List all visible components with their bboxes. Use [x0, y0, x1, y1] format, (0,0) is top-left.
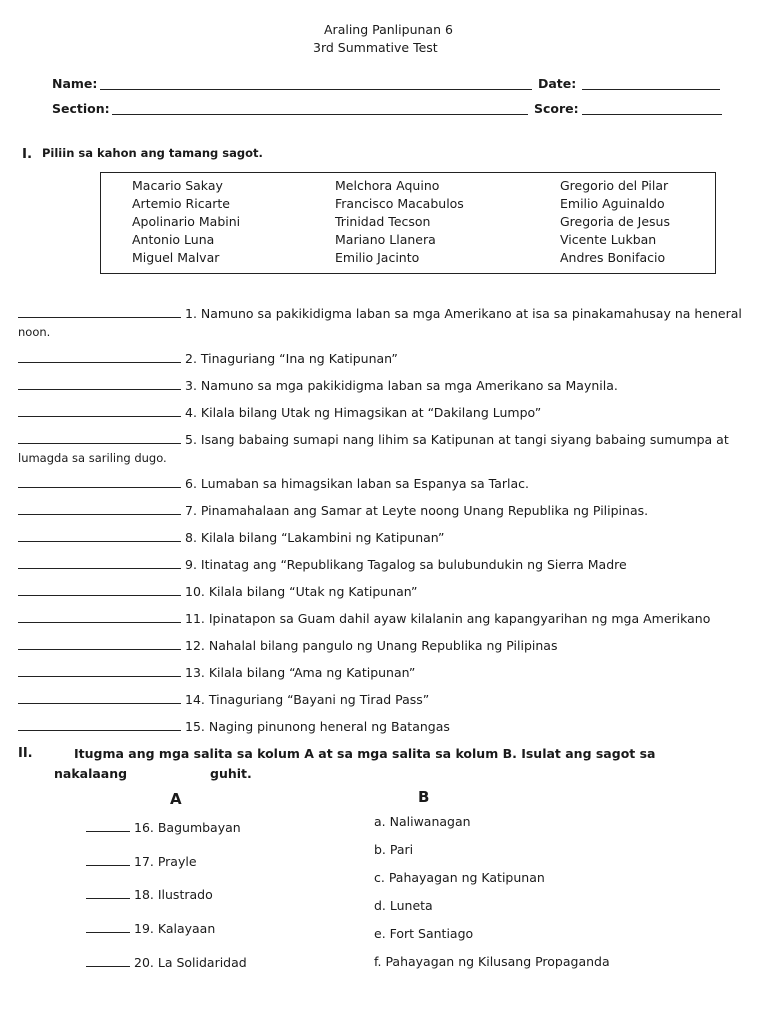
answer-blank[interactable]: [18, 691, 181, 704]
date-label: Date:: [538, 76, 577, 91]
question-1: [18, 305, 742, 341]
match-item-20: [86, 954, 247, 970]
question-text: 11. Ipinatapon sa Guam dahil ayaw kilalanin ang kapangyarihan ng mga Amerikano: [185, 611, 711, 626]
match-text: 16. Bagumbayan: [134, 820, 241, 835]
choice: Vicente Lukban: [560, 232, 657, 247]
choice: Emilio Aguinaldo: [560, 196, 665, 211]
choice: Antonio Luna: [132, 232, 215, 247]
question-15: [18, 718, 450, 736]
question-13: [18, 664, 415, 682]
part2-number: II.: [18, 746, 33, 761]
score-label: Score:: [534, 101, 579, 116]
choice: Trinidad Tecson: [335, 214, 431, 229]
match-text: 20. La Solidaridad: [134, 955, 247, 970]
question-text: 2. Tinaguriang “Ina ng Katipunan”: [185, 351, 398, 366]
match-blank[interactable]: [86, 954, 130, 967]
question-6: [18, 475, 529, 493]
choice: Macario Sakay: [132, 178, 223, 193]
question-text-cont: lumagda sa sariling dugo.: [18, 451, 167, 465]
answer-blank[interactable]: [18, 502, 181, 515]
question-text: 7. Pinamahalaan ang Samar at Leyte noong Unang Republika ng Pilipinas.: [185, 503, 649, 518]
answer-blank[interactable]: [18, 377, 181, 390]
choice: Artemio Ricarte: [132, 196, 230, 211]
answer-blank[interactable]: [18, 583, 181, 596]
match-item-19: [86, 920, 215, 936]
choice: Mariano Llanera: [335, 232, 436, 247]
match-blank[interactable]: [86, 819, 130, 832]
choices-box: [100, 172, 716, 274]
question-text: 4. Kilala bilang Utak ng Himagsikan at “Dakilang Lumpo”: [185, 405, 542, 420]
name-field[interactable]: [100, 77, 532, 90]
match-blank[interactable]: [86, 853, 130, 866]
name-label: Name:: [52, 76, 98, 91]
section-label: Section:: [52, 101, 110, 116]
question-text: 14. Tinaguriang “Bayani ng Tirad Pass”: [185, 692, 430, 707]
match-text: 18. Ilustrado: [134, 887, 213, 902]
part1-number: I.: [22, 146, 33, 162]
answer-blank[interactable]: [18, 529, 181, 542]
column-b-header: B: [418, 788, 430, 806]
match-item-18: [86, 886, 213, 902]
score-field[interactable]: [582, 102, 722, 115]
question-text: 10. Kilala bilang “Utak ng Katipunan”: [185, 584, 418, 599]
question-5: [18, 431, 729, 467]
choice: Apolinario Mabini: [132, 214, 241, 229]
answer-blank[interactable]: [18, 431, 181, 444]
part1-instruction: Piliin sa kahon ang tamang sagot.: [42, 146, 263, 160]
question-8: [18, 529, 445, 547]
question-text-cont: noon.: [18, 325, 51, 339]
question-text: 13. Kilala bilang “Ama ng Katipunan”: [185, 665, 416, 680]
match-option-c: c. Pahayagan ng Katipunan: [374, 870, 545, 885]
match-option-d: d. Luneta: [374, 898, 433, 913]
choice: Gregorio del Pilar: [560, 178, 669, 193]
match-text: 17. Prayle: [134, 854, 197, 869]
choice: Gregoria de Jesus: [560, 214, 670, 229]
question-9: [18, 556, 627, 574]
test-title: 3rd Summative Test: [313, 40, 438, 55]
question-text: 5. Isang babaing sumapi nang lihim sa Katipunan at tangi siyang babaing sumumpa at: [185, 432, 729, 447]
question-4: [18, 404, 541, 422]
question-2: [18, 350, 398, 368]
question-text: 1. Namuno sa pakikidigma laban sa mga Amerikano at isa sa pinakamahusay na heneral: [185, 306, 742, 321]
question-text: 9. Itinatag ang “Republikang Tagalog sa bulubundukin ng Sierra Madre: [185, 557, 627, 572]
match-blank[interactable]: [86, 920, 130, 933]
question-7: [18, 502, 648, 520]
part2-instruction-line2b: guhit.: [210, 766, 252, 781]
choice: Melchora Aquino: [335, 178, 440, 193]
question-text: 15. Naging pinunong heneral ng Batangas: [185, 719, 450, 734]
question-text: 12. Nahalal bilang pangulo ng Unang Republika ng Pilipinas: [185, 638, 558, 653]
answer-blank[interactable]: [18, 610, 181, 623]
match-blank[interactable]: [86, 886, 130, 899]
question-text: 3. Namuno sa mga pakikidigma laban sa mga Amerikano sa Maynila.: [185, 378, 618, 393]
match-option-a: a. Naliwanagan: [374, 814, 471, 829]
question-14: [18, 691, 429, 709]
choice: Francisco Macabulos: [335, 196, 464, 211]
choice: Miguel Malvar: [132, 250, 220, 265]
part2-instruction-line1: Itugma ang mga salita sa kolum A at sa mga salita sa kolum B. Isulat ang sagot sa: [74, 746, 656, 761]
answer-blank[interactable]: [18, 664, 181, 677]
subject-title: Araling Panlipunan 6: [324, 22, 453, 37]
answer-blank[interactable]: [18, 350, 181, 363]
answer-blank[interactable]: [18, 404, 181, 417]
question-10: [18, 583, 418, 601]
match-text: 19. Kalayaan: [134, 921, 216, 936]
match-item-16: [86, 819, 241, 835]
column-a-header: A: [170, 790, 182, 808]
match-item-17: [86, 853, 197, 869]
choice: Emilio Jacinto: [335, 250, 420, 265]
question-11: [18, 610, 710, 628]
choice: Andres Bonifacio: [560, 250, 666, 265]
part2-instruction-line2a: nakalaang: [54, 766, 128, 781]
date-field[interactable]: [582, 77, 720, 90]
question-3: [18, 377, 618, 395]
match-option-e: e. Fort Santiago: [374, 926, 474, 941]
match-option-b: b. Pari: [374, 842, 414, 857]
answer-blank[interactable]: [18, 556, 181, 569]
question-text: 6. Lumaban sa himagsikan laban sa Espanya sa Tarlac.: [185, 476, 529, 491]
question-text: 8. Kilala bilang “Lakambini ng Katipunan”: [185, 530, 445, 545]
answer-blank[interactable]: [18, 305, 181, 318]
answer-blank[interactable]: [18, 475, 181, 488]
question-12: [18, 637, 557, 655]
answer-blank[interactable]: [18, 637, 181, 650]
answer-blank[interactable]: [18, 718, 181, 731]
match-option-f: f. Pahayagan ng Kilusang Propaganda: [374, 954, 610, 969]
section-field[interactable]: [112, 102, 528, 115]
